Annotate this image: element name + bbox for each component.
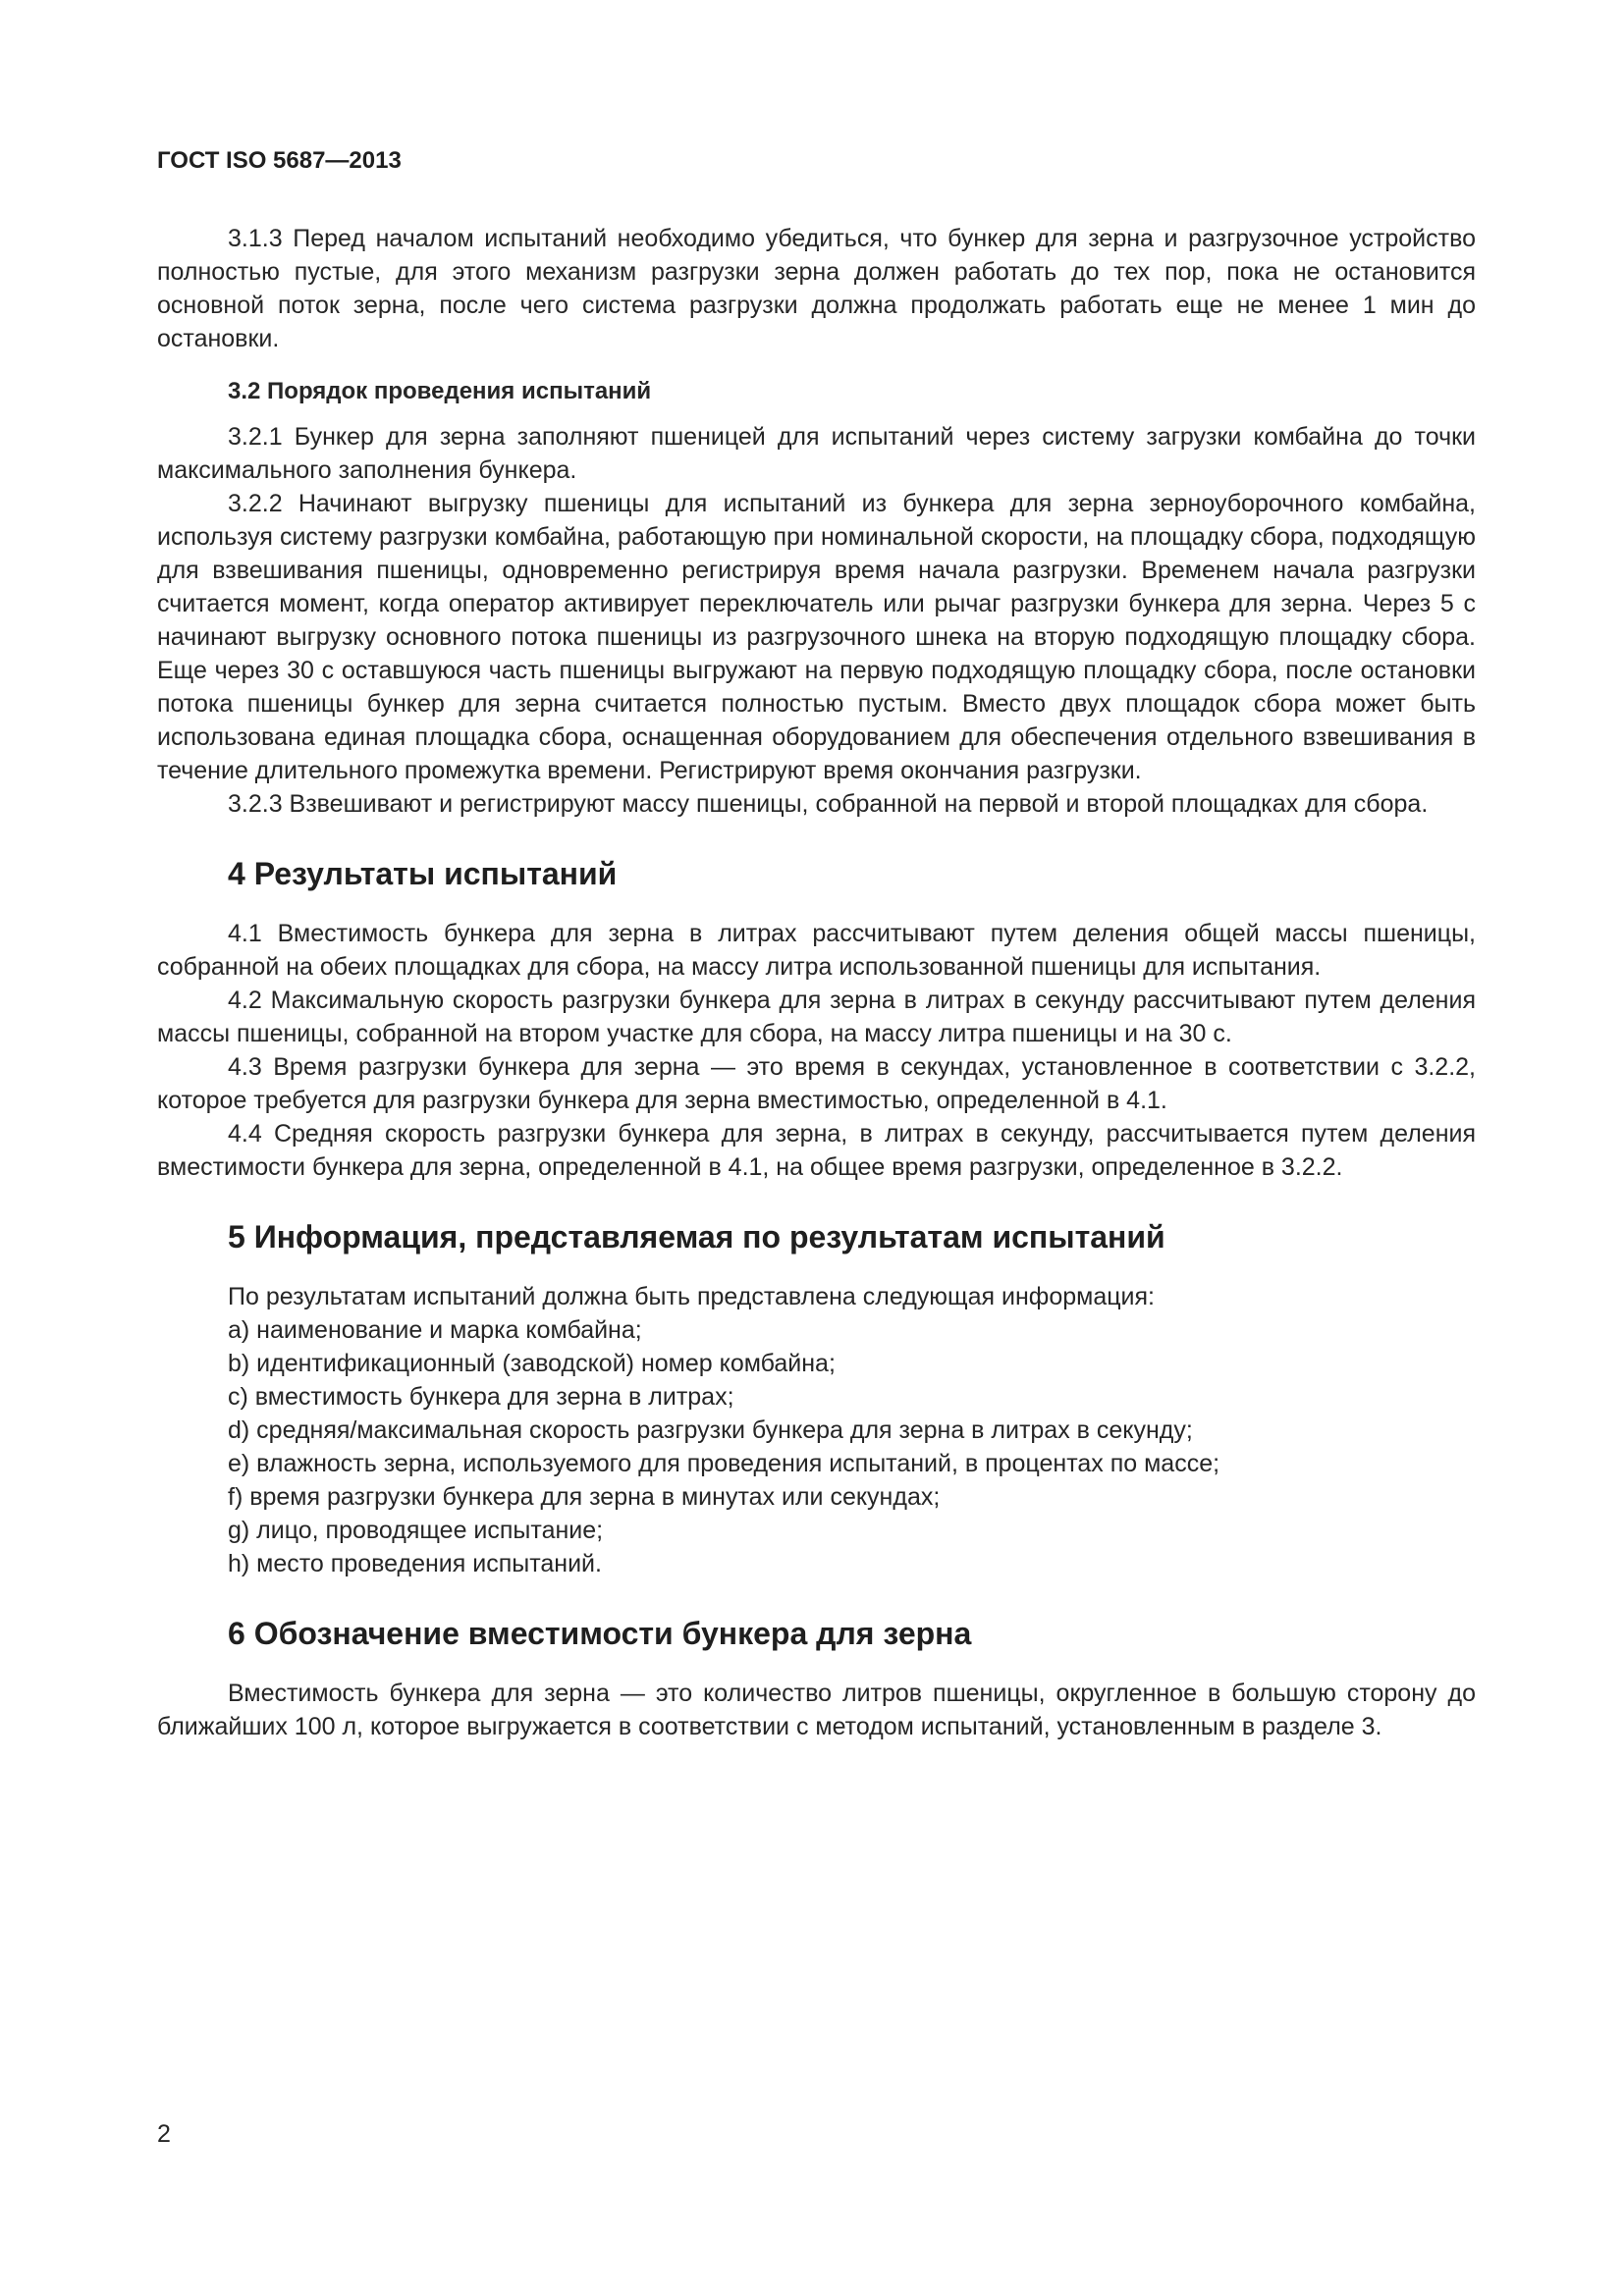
section-5-title: 5 Информация, представляемая по результатам испытаний [228,1219,1165,1255]
section-6-title: 6 Обозначение вместимости бункера для зерна [228,1616,972,1651]
list-intro: По результатам испытаний должна быть представлена следующая информация: [228,1283,1155,1310]
paragraph-6: Вместимость бункера для зерна — это количество литров пшеницы, округленное в большую сторону до ближайших 100 л, которое выгружается в соответствии с методом испытаний, установленным в разделе 3. [157,1680,1476,1740]
section-4-title: 4 Результаты испытаний [228,856,618,891]
list-item: f) время разгрузки бункера для зерна в минутах или секундах; [228,1483,941,1511]
list-item: g) лицо, проводящее испытание; [228,1517,604,1544]
information-list [157,1280,1476,1580]
list-item: d) средняя/максимальная скорость разгрузки бункера для зерна в литрах в секунду; [228,1416,1193,1444]
list-item: c) вместимость бункера для зерна в литрах; [228,1383,734,1411]
paragraph-3-1-3: 3.1.3 Перед началом испытаний необходимо убедиться, что бункер для зерна и разгрузочное устройство полностью пустые, для этого механизм разгрузки зерна должен работать до тех пор, пока не остановится основной поток зерна, после чего система разгрузки должна продолжать работать еще не менее 1 мин до остановки. [157,225,1476,352]
list-item: h) место проведения испытаний. [228,1550,602,1577]
paragraph-3-2-2: 3.2.2 Начинают выгрузку пшеницы для испытаний из бункера для зерна зерноуборочного комбайна, используя систему разгрузки комбайна, работающую при номинальной скорости, на площадку сбора, подходящую для взвешивания пшеницы, одновременно регистрируя время начала разгрузки. Временем начала разгрузки считается момент, когда оператор активирует переключатель или рычаг разгрузки бункера для зерна. Через 5 с начинают выгрузку основного потока пшеницы из разгрузочного шнека на вторую подходящую площадку сбора. Еще через 30 с оставшуюся часть пшеницы выгружают на первую подходящую площадку сбора, после остановки потока пшеницы бункер для зерна считается полностью пустым. Вместо двух площадок сбора может быть использована единая площадка сбора, оснащенная оборудованием для обеспечения отдельного взвешивания в течение длительного промежутка времени. Регистрируют время окончания разгрузки. [157,490,1476,784]
standard-code-header: ГОСТ ISO 5687—2013 [157,147,402,174]
paragraph-4-1: 4.1 Вместимость бункера для зерна в литрах рассчитывают путем деления общей массы пшеницы, собранной на обеих площадках для сбора, на массу литра использованной пшеницы для испытания. [157,920,1476,981]
paragraph-3-2-3: 3.2.3 Взвешивают и регистрируют массу пшеницы, собранной на первой и второй площадках для сбора. [228,790,1429,818]
list-item: a) наименование и марка комбайна; [228,1316,642,1344]
subheading-3-2: 3.2 Порядок проведения испытаний [228,378,652,404]
paragraph-4-3: 4.3 Время разгрузки бункера для зерна — это время в секундах, установленное в соответствии с 3.2.2, которое требуется для разгрузки бункера для зерна вместимостью, определенной в 4.1. [157,1053,1476,1114]
page-content [157,222,1476,1743]
paragraph-4-2: 4.2 Максимальную скорость разгрузки бункера для зерна в литрах в секунду рассчитывают путем деления массы пшеницы, собранной на втором участке для сбора, на массу литра пшеницы и на 30 с. [157,987,1476,1047]
list-item: b) идентификационный (заводской) номер комбайна; [228,1350,836,1377]
paragraph-4-4: 4.4 Средняя скорость разгрузки бункера для зерна, в литрах в секунду, рассчитывается путем деления вместимости бункера для зерна, определенной в 4.1, на общее время разгрузки, определенное в 3.2.2. [157,1120,1476,1181]
list-item: e) влажность зерна, используемого для проведения испытаний, в процентах по массе; [228,1450,1220,1477]
page-number: 2 [157,2120,171,2148]
paragraph-3-2-1: 3.2.1 Бункер для зерна заполняют пшеницей для испытаний через систему загрузки комбайна до точки максимального заполнения бункера. [157,423,1476,484]
